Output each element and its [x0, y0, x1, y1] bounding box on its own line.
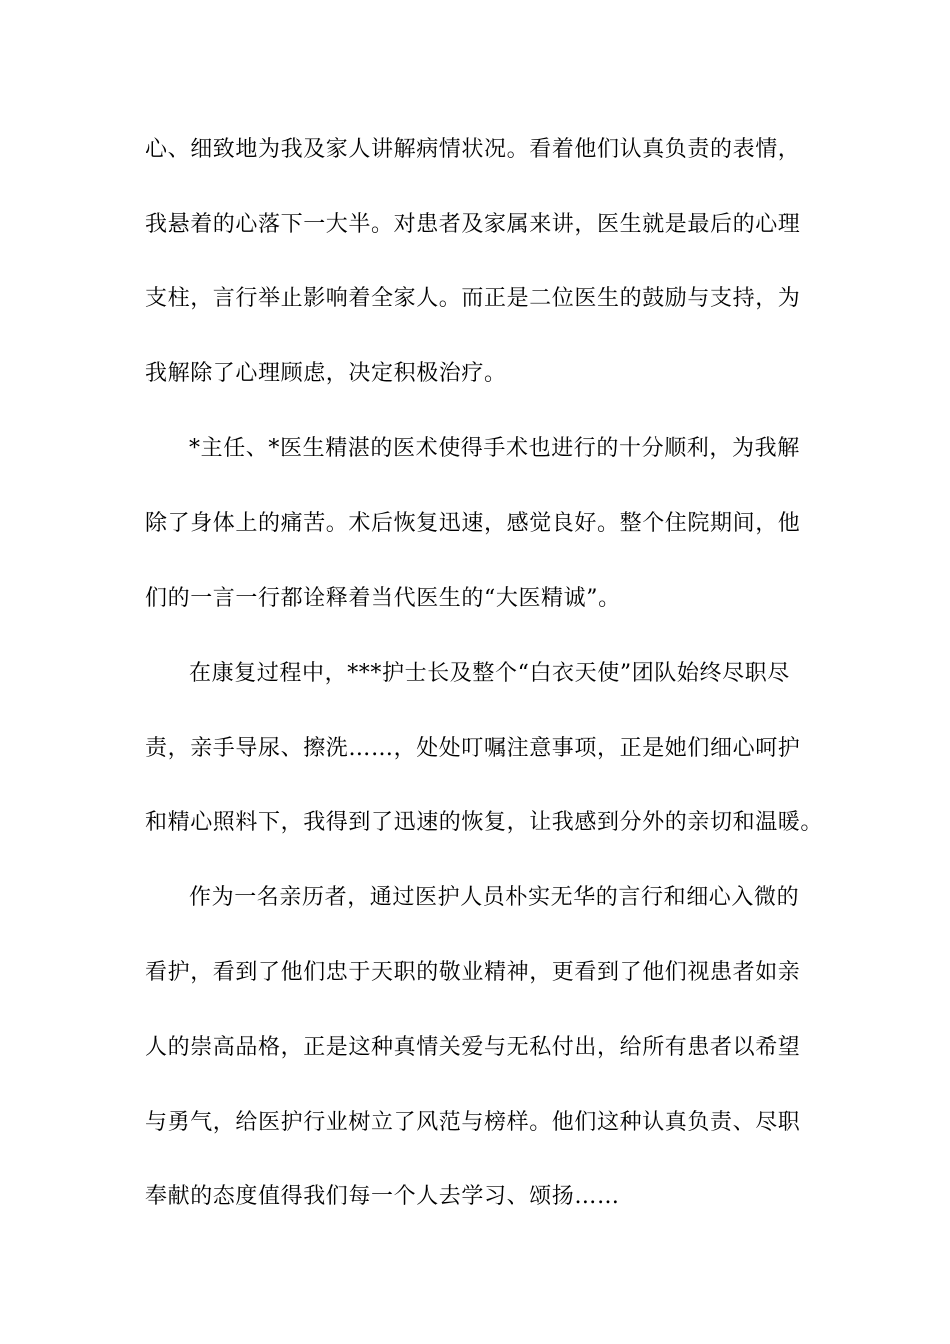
text-line: 们的一言一行都诠释着当代医生的“大医精诚”。 — [145, 586, 621, 611]
text-line: 奉献的态度值得我们每一个人去学习、颂扬…… — [145, 1184, 620, 1209]
text-line: 和精心照料下，我得到了迅速的恢复，让我感到分外的亲切和温暖。 — [145, 810, 824, 835]
text-line: 看护，看到了他们忠于天职的敬业精神，更看到了他们视患者如亲 — [145, 960, 801, 985]
text-line: 支柱，言行举止影响着全家人。而正是二位医生的鼓励与支持，为 — [145, 286, 801, 311]
text-line: 人的崇高品格，正是这种真情关爱与无私付出，给所有患者以希望 — [145, 1035, 801, 1060]
text-line: *主任、*医生精湛的医术使得手术也进行的十分顺利，为我解 — [189, 436, 800, 461]
text-line: 责，亲手导尿、擦洗……，处处叮嘱注意事项，正是她们细心呵护 — [145, 736, 801, 761]
text-line: 心、细致地为我及家人讲解病情状况。看着他们认真负责的表情， — [145, 137, 801, 162]
text-line: 除了身体上的痛苦。术后恢复迅速，感觉良好。整个住院期间，他 — [145, 511, 801, 536]
text-line: 与勇气，给医护行业树立了风范与榜样。他们这种认真负责、尽职 — [145, 1110, 801, 1135]
text-line: 作为一名亲历者，通过医护人员朴实无华的言行和细心入微的 — [189, 885, 800, 910]
text-line: 在康复过程中，***护士长及整个“白衣天使”团队始终尽职尽 — [189, 661, 790, 686]
text-line: 我解除了心理顾虑，决定积极治疗。 — [145, 361, 507, 386]
text-line: 我悬着的心落下一大半。对患者及家属来讲，医生就是最后的心理 — [145, 212, 801, 237]
